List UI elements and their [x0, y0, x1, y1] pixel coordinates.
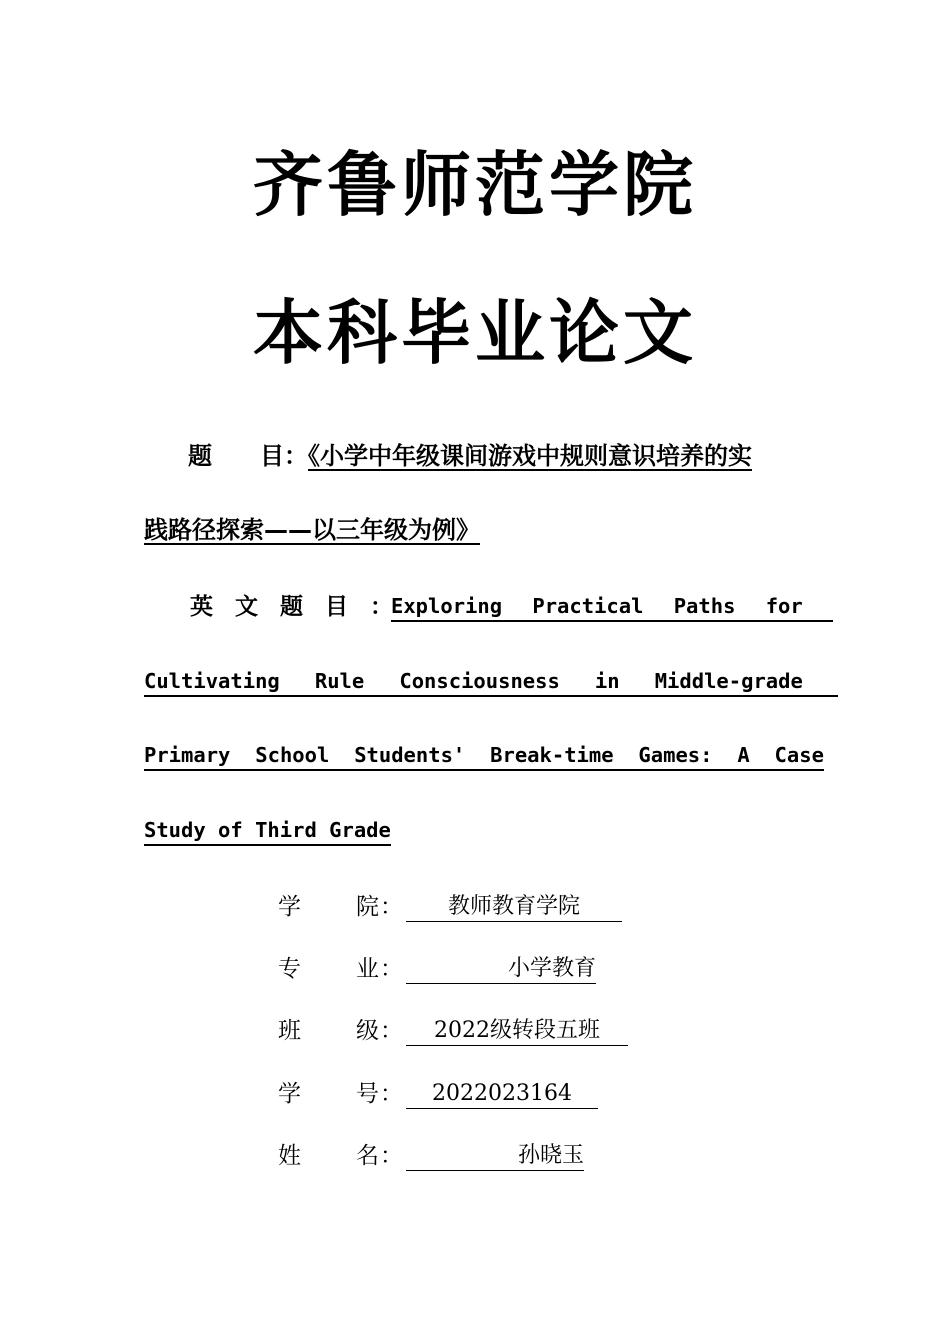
en-label-char: ：	[370, 594, 393, 620]
school-name: 齐鲁师范学院	[253, 144, 697, 226]
info-value-college: 教师教育学院	[406, 896, 622, 922]
info-key-char: 姓	[278, 1143, 301, 1169]
info-colon: ：	[380, 1018, 403, 1044]
en-word: Consciousness	[399, 669, 560, 693]
en-title-line-4	[144, 820, 391, 846]
en-label-char: 题	[280, 594, 303, 620]
en-word: Primary	[144, 743, 231, 767]
info-value-class: 2022级转段五班	[406, 1020, 628, 1046]
cn-title-line-2	[144, 518, 480, 542]
info-colon: ：	[380, 956, 403, 982]
info-key-char: 学	[278, 894, 301, 920]
en-word: for	[765, 594, 803, 618]
en-word: in	[594, 669, 620, 693]
info-colon: ：	[380, 894, 403, 920]
info-colon: ：	[380, 1081, 403, 1107]
en-label-char: 英	[190, 594, 213, 620]
info-value-name: 孙晓玉	[406, 1145, 584, 1171]
en-word: Case	[774, 743, 824, 767]
en-word: School	[255, 743, 330, 767]
info-colon: ：	[380, 1143, 403, 1169]
info-key-char: 专	[278, 956, 301, 982]
info-key-char: 名	[356, 1143, 379, 1169]
document-type: 本科毕业论文	[253, 292, 697, 374]
info-key-char: 号	[356, 1081, 379, 1107]
cn-title-text-1: 《小学中年级课间游戏中规则意识培养的实	[308, 442, 752, 470]
en-label-char: 目	[325, 594, 348, 620]
en-title-label	[190, 596, 415, 619]
en-word: Practical	[532, 594, 644, 618]
en-word: Games:	[638, 743, 713, 767]
en-word: A	[737, 743, 750, 767]
en-word: Students'	[354, 743, 466, 767]
en-title-line-3	[144, 745, 824, 771]
info-value-student-id: 2022023164	[406, 1083, 598, 1109]
cn-title-line-1	[188, 444, 752, 468]
info-key-char: 院	[356, 894, 379, 920]
en-word: Exploring	[391, 594, 503, 618]
info-key-char: 业	[356, 956, 379, 982]
info-value-major: 小学教育	[406, 958, 596, 984]
en-label-char: 文	[235, 594, 258, 620]
en-title-line-1	[391, 596, 833, 622]
en-word: Study of Third Grade	[144, 818, 391, 842]
info-key-char: 班	[278, 1018, 301, 1044]
info-key-char: 学	[278, 1081, 301, 1107]
en-word: Paths	[673, 594, 736, 618]
en-word: Cultivating	[144, 669, 280, 693]
cn-title-label: 题 目：	[188, 442, 308, 470]
en-word: Break-time	[490, 743, 614, 767]
cn-title-text-2: 践路径探索——以三年级为例》	[144, 516, 480, 544]
info-key-char: 级	[356, 1018, 379, 1044]
en-word: Rule	[314, 669, 365, 693]
en-title-line-2	[144, 671, 838, 697]
en-word: Middle-grade	[654, 669, 803, 693]
